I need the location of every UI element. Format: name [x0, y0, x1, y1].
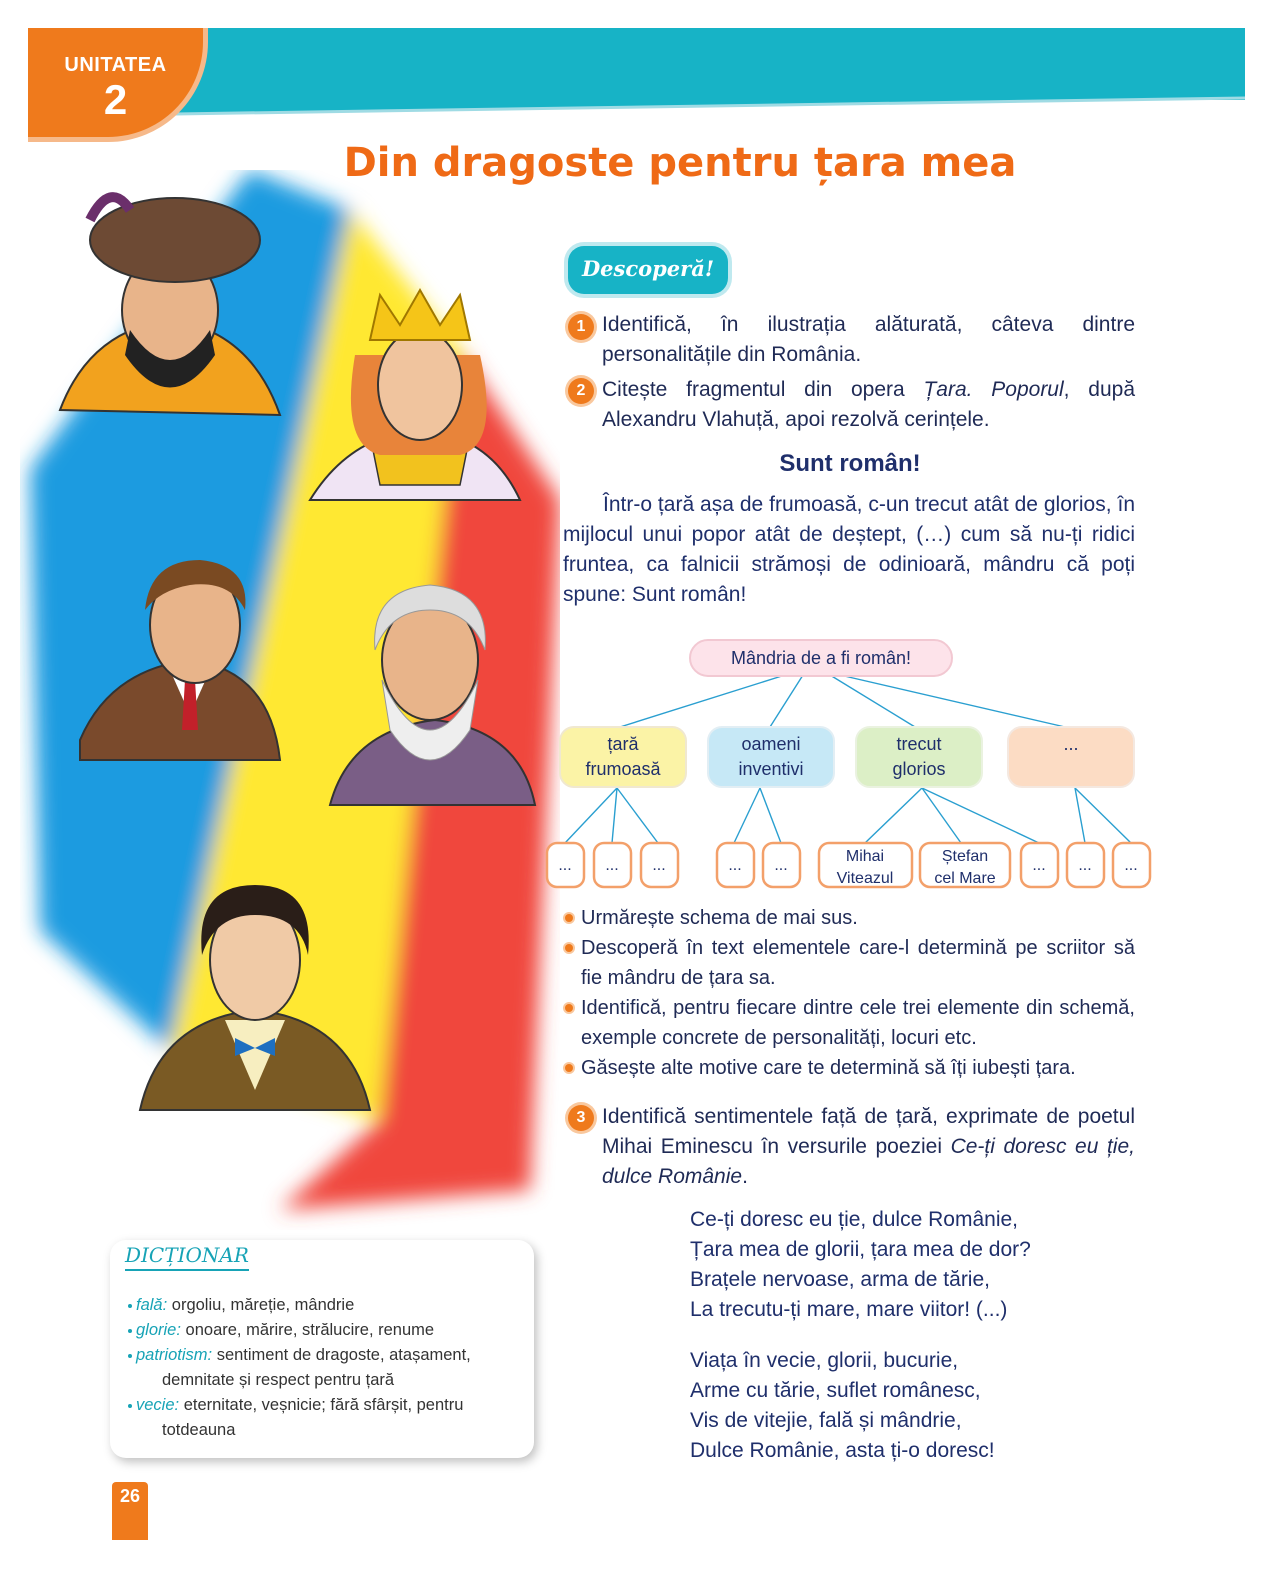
poem-line: Viața în vecie, glorii, bucurie,	[690, 1349, 959, 1372]
bullet-dot-icon	[128, 1304, 132, 1308]
bullet-dot-icon	[565, 1004, 573, 1012]
leaf-5: ...	[774, 857, 788, 874]
leaf-mihai-1: Mihai	[845, 848, 885, 865]
header-wave	[175, 94, 1245, 116]
poem-line: Țara mea de glorii, țara mea de dor?	[690, 1238, 1031, 1261]
branch-1-line1: țară	[607, 734, 639, 754]
bullet-text: Identifică, pentru fiecare dintre cele trei elemente din schemă, exemple concrete de personalități, locuri etc.	[581, 997, 1135, 1049]
branch-3-line1: trecut	[896, 734, 942, 754]
poem-stanza-1	[690, 1205, 1130, 1325]
leaf-8: ...	[1124, 857, 1138, 874]
bullet-text: Urmărește schema de mai sus.	[581, 907, 858, 929]
leaf-4: ...	[728, 857, 742, 874]
bullet-dot-icon	[565, 944, 573, 952]
leaf-1: ...	[558, 857, 572, 874]
story-title: Sunt român!	[779, 450, 921, 477]
dictionary-title: DICȚIONAR	[125, 1243, 249, 1271]
task-number-2: 2	[568, 378, 594, 404]
dictionary-term: patriotism:	[136, 1346, 213, 1364]
dictionary-definition: eternitate, veșnicie; fără sfârșit, pentru	[179, 1396, 464, 1414]
scheme-root	[690, 640, 952, 676]
leaf-mihai-2: Viteazul	[836, 870, 894, 887]
poem-line: Dulce Românie, asta ți-o doresc!	[690, 1439, 995, 1462]
scheme-branch-2	[708, 727, 834, 787]
bullet-text: Descoperă în text elementele care-l determină pe scriitor să fie mândru de țara sa.	[581, 937, 1135, 989]
leaf-2: ...	[605, 857, 619, 874]
task-number-3: 3	[568, 1105, 594, 1131]
leaf-stefan-1: Ștefan	[941, 848, 989, 865]
dictionary-definition: sentiment de dragoste, atașament,	[212, 1346, 471, 1364]
scheme-branch-3	[856, 727, 982, 787]
branch-2-line2: inventivi	[738, 759, 804, 779]
poem-line: La trecutu-ți mare, mare viitor! (...)	[690, 1298, 1008, 1321]
page-number: 26	[119, 1486, 141, 1506]
discover-label: Descoperă!	[581, 256, 715, 281]
dictionary-term: vecie:	[136, 1396, 180, 1414]
task-2-text-before: Citește fragmentul din opera	[602, 378, 924, 401]
scheme-root-label: Mândria de a fi român!	[730, 648, 912, 668]
dictionary-continuation: demnitate și respect pentru țară	[162, 1371, 395, 1389]
dictionary-entry	[128, 1393, 518, 1418]
unit-label: UNITATEA	[64, 54, 167, 76]
poem-line: Ce-ți doresc eu ție, dulce Românie,	[690, 1208, 1018, 1231]
task-1-text: Identifică, în ilustrația alăturată, câteva dintre personalitățile din România.	[602, 313, 1135, 366]
dictionary-entry	[128, 1343, 518, 1368]
flag-portraits-illustration	[20, 170, 560, 1230]
pride-scheme	[545, 630, 1165, 905]
branch-4-line1: ...	[1063, 734, 1079, 754]
task-3-text-before: Identifică sentimentele față de țară, exprimate de poetul Mihai Eminescu în versurile poeziei	[602, 1105, 1135, 1158]
scheme-branch-4	[1008, 727, 1134, 787]
task-3-text	[602, 1102, 1135, 1192]
task-3-work-title: Ce-ți doresc eu ție, dulce Românie	[602, 1135, 1135, 1188]
list-item	[563, 1053, 1135, 1083]
task-3-text-after: .	[742, 1165, 748, 1188]
scheme-branch-1	[560, 727, 686, 787]
bullet-dot-icon	[128, 1404, 132, 1408]
dictionary-entries	[128, 1293, 518, 1443]
page-title: Din dragoste pentru țara mea	[343, 140, 1017, 186]
dictionary-definition: onoare, mărire, strălucire, renume	[180, 1321, 435, 1339]
dictionary-entry	[128, 1293, 518, 1318]
unit-badge	[28, 28, 208, 142]
bullet-dot-icon	[128, 1354, 132, 1358]
poem-line: Vis de vitejie, fală și mândrie,	[690, 1409, 962, 1432]
story-text: Într-o țară așa de frumoasă, c-un trecut atât de glorios, în mijlocul unui popor atât de deștept, (…) cum să nu-ți ridici fruntea, ca falnicii strămoși de odinioară, mândru că poți spune: Sunt român!	[563, 493, 1135, 606]
list-item	[563, 993, 1135, 1053]
branch-2-line1: oameni	[741, 734, 801, 754]
leaf-3: ...	[652, 857, 666, 874]
branch-1-line2: frumoasă	[585, 759, 661, 779]
bullet-dot-icon	[565, 1064, 573, 1072]
task-number-1: 1	[568, 314, 594, 340]
list-item	[563, 933, 1135, 993]
poem-line: Arme cu tărie, suflet românesc,	[690, 1379, 981, 1402]
poem-line: Brațele nervoase, arma de tărie,	[690, 1268, 990, 1291]
leaf-stefan-2: cel Mare	[934, 870, 996, 887]
leaf-7: ...	[1078, 857, 1092, 874]
list-item	[563, 903, 1135, 933]
header-band	[175, 28, 1245, 100]
leaf-6: ...	[1032, 857, 1046, 874]
unit-number: 2	[103, 76, 128, 123]
dictionary-continuation: totdeauna	[162, 1421, 236, 1439]
task-2-text-after: , după Alexandru Vlahuță, apoi rezolvă cerințele.	[602, 378, 1135, 431]
dictionary-entry	[128, 1318, 518, 1343]
branch-3-line2: glorios	[892, 759, 946, 779]
bullet-dot-icon	[565, 914, 573, 922]
poem-stanza-2	[690, 1346, 1130, 1466]
task-2-text	[602, 375, 1135, 435]
bullet-text: Găsește alte motive care te determină să îți iubești țara.	[581, 1057, 1076, 1079]
scheme-instructions	[563, 903, 1135, 1083]
dictionary-definition: orgoliu, măreție, mândrie	[167, 1296, 355, 1314]
task-2-work-title: Țara. Poporul	[923, 378, 1064, 401]
bullet-dot-icon	[128, 1329, 132, 1333]
dictionary-term: glorie:	[136, 1321, 181, 1339]
dictionary-term: fală:	[136, 1296, 168, 1314]
